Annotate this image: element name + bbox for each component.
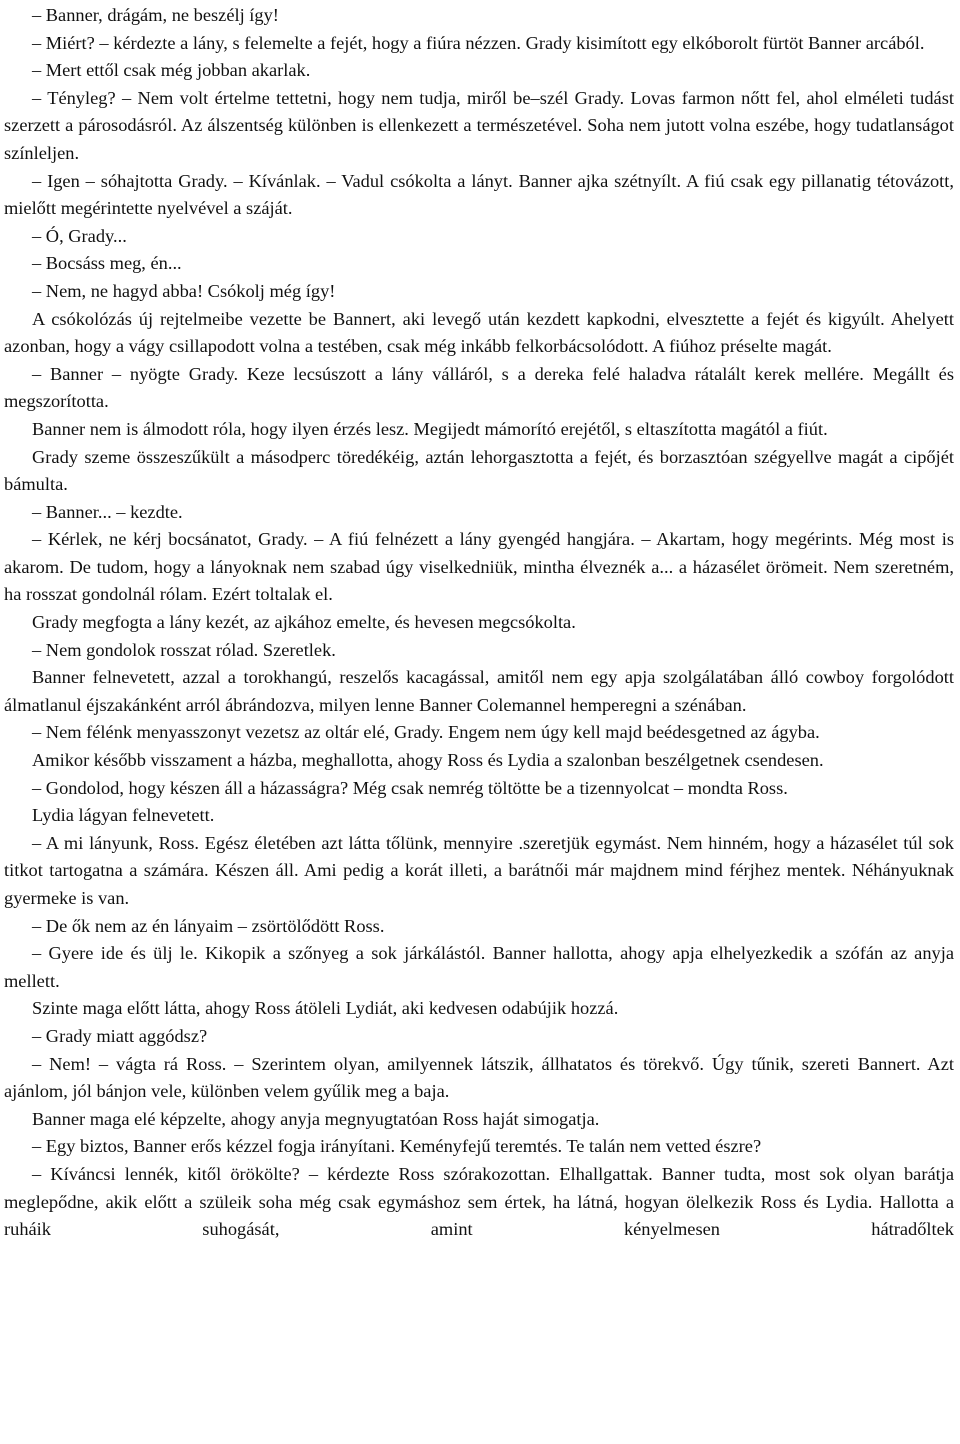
- paragraph: – Nem, ne hagyd abba! Csókolj még így!: [32, 280, 336, 301]
- paragraph: Banner nem is álmodott róla, hogy ilyen érzés lesz. Megijedt mámorító erejétől, s eltaszította magától a fiút.: [32, 418, 828, 439]
- paragraph: – De ők nem az én lányaim – zsörtölődött Ross.: [32, 915, 385, 936]
- paragraph: – Mert ettől csak még jobban akarlak.: [32, 60, 311, 81]
- paragraph: – Nem! – vágta rá Ross. – Szerintem olyan, amilyennek látszik, állhatatos és törekvő. Úgy tűnik, szereti Bannert. Azt ajánlom, jól bánjon vele, különben velem gyűlik meg a baja.: [4, 1053, 954, 1102]
- paragraph: – Banner... – kezdte.: [32, 501, 183, 522]
- paragraph: – Tényleg? – Nem volt értelme tettetni, hogy nem tudja, miről be–szél Grady. Lovas farmon nőtt fel, ahol elméleti tudást szerzett a párosodásról. Az álszentség különben is ellenkezett a természetével. Soha nem jutott volna eszébe, hogy tudatlanságot színleljen.: [4, 87, 954, 163]
- paragraph: Banner maga elé képzelte, ahogy anyja megnyugtatóan Ross haját simogatja.: [32, 1108, 600, 1129]
- paragraph: – Banner, drágám, ne beszélj így!: [32, 5, 279, 25]
- paragraph: – Miért? – kérdezte a lány, s felemelte a fejét, hogy a fiúra nézzen. Grady kisimított egy elkóborolt fürtöt Banner arcából.: [32, 32, 925, 53]
- paragraph: – Nem félénk menyasszonyt vezetsz az oltár elé, Grady. Engem nem úgy kell majd beédesgetned az ágyba.: [32, 722, 820, 743]
- paragraph: – Igen – sóhajtotta Grady. – Kívánlak. – Vadul csókolta a lányt. Banner ajka szétnyílt. A fiú csak egy pillanatig tétovázott, mielőtt megérintette nyelvével a száját.: [4, 170, 954, 219]
- paragraph: – Kérlek, ne kérj bocsánatot, Grady. – A fiú felnézett a lány gyengéd hangjára. – Akartam, hogy megérints. Még most is akarom. De tudom, hogy a lányoknak nem szabad úgy viselkedniük, mintha élveznék a... a házasélet örömeit. Nem szeretném, ha rosszat gondolnál rólam. Ezért toltalak el.: [4, 529, 954, 605]
- paragraph: – Grady miatt aggódsz?: [32, 1025, 208, 1046]
- paragraph: – A mi lányunk, Ross. Egész életében azt látta tőlünk, mennyire .szeretjük egymást. Nem hinném, hogy a házasélet túl sok titkot tartogatna a számára. Készen áll. Ami pedig a korát illeti, a barátnői már majdnem mind férjhez mentek. Néhányuknak gyermeke is van.: [4, 832, 954, 908]
- paragraph: – Gondolod, hogy készen áll a házasságra? Még csak nemrég töltötte be a tizennyolcat – mondta Ross.: [32, 777, 788, 798]
- paragraph: Amikor később visszament a házba, meghallotta, ahogy Ross és Lydia a szalonban beszélgetnek csendesen.: [32, 750, 824, 771]
- paragraph: Szinte maga előtt látta, ahogy Ross átöleli Lydiát, aki kedvesen odabújik hozzá.: [32, 998, 619, 1019]
- paragraph: Grady szeme összeszűkült a másodperc töredékéig, aztán lehorgasztotta a fejét, és borzasztóan szégyellve magát a cipőjét bámulta.: [4, 446, 954, 495]
- paragraph: – Nem gondolok rosszat rólad. Szeretlek.: [32, 639, 336, 660]
- paragraph: – Kíváncsi lennék, kitől örökölte? – kérdezte Ross szórakozottan. Elhallgattak. Banner tudta, most sok olyan barátja meglepődne, akik előtt a szüleik soha még csak egymáshoz sem értek, ha látná, hogyan ölelkezik Ross és Lydia. Hallotta a ruháik suhogását, amint kényelmesen hátradőltek: [4, 1163, 954, 1240]
- paragraph: Banner felnevetett, azzal a torokhangú, reszelős kacagással, amitől nem egy apja szolgálatában álló cowboy forgolódott álmatlanul éjszakánként arról ábrándozva, milyen lenne Banner Colemannel hemperegni a szénában.: [4, 667, 954, 715]
- paragraph: – Bocsáss meg, én...: [32, 253, 182, 274]
- paragraph: – Ó, Grady...: [32, 225, 127, 246]
- paragraph: Grady megfogta a lány kezét, az ajkához emelte, és hevesen megcsókolta.: [32, 612, 576, 633]
- paragraph: – Egy biztos, Banner erős kézzel fogja irányítani. Keményfejű teremtés. Te talán nem vetted észre?: [32, 1136, 762, 1157]
- paragraph: A csókolózás új rejtelmeibe vezette be Bannert, aki levegő után kezdett kapkodni, elvesztette a fejét és kigyúlt. Ahelyett azonban, hogy a vágy csillapodott volna a testében, csak még inkább felkorbácsolódott. A fiúhoz préselte magát.: [4, 308, 954, 357]
- paragraph: – Banner – nyögte Grady. Keze lecsúszott a lány válláról, s a dereka felé haladva rátalált kerek mellére. Megállt és megszorította.: [4, 363, 954, 412]
- paragraph: Lydia lágyan felnevetett.: [32, 805, 215, 826]
- paragraph: – Gyere ide és ülj le. Kikopik a szőnyeg a sok járkálástól. Banner hallotta, ahogy apja elhelyezkedik a szófán az anyja mellett.: [4, 943, 954, 991]
